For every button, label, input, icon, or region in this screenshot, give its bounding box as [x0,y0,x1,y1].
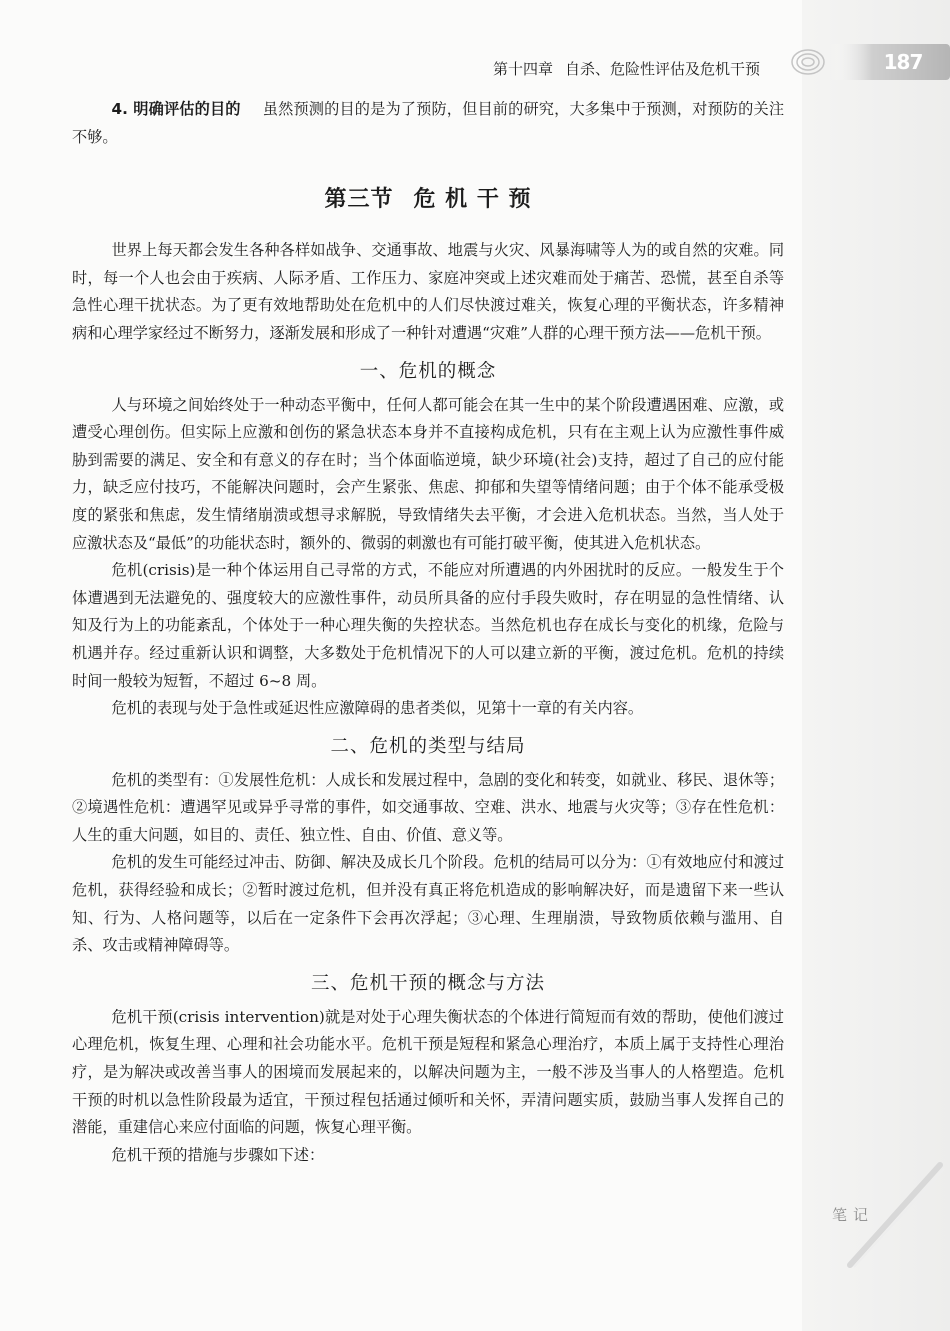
page-body [72,96,784,1169]
chapter-title: 自杀、危险性评估及危机干预 [564,60,760,78]
section-name: 危 机 干 预 [413,187,532,213]
paragraph: 危机的发生可能经过冲击、防御、解决及成长几个阶段。危机的结局可以分为：①有效地应付和渡过危机，获得经验和成长；②暂时渡过危机，但并没有真正将危机造成的影响解决好，而是遗留下来一些认知、行为、人格问题等，以后在一定条件下会再次浮起；③心理、生理崩溃，导致物质依赖与滥用、自杀、攻击或精神障碍等。 [72,853,784,955]
subsection-heading: 三、危机干预的概念与方法 [310,972,545,994]
paragraph: 危机干预的措施与步骤如下述： [111,1145,325,1164]
intro-paragraph [72,96,784,151]
paragraph: 人与环境之间始终处于一种动态平衡中，任何人都可能会在其一生中的某个阶段遭遇困难、应激，或遭受心理创伤。但实际上应激和创伤的紧急状态本身并不直接构成危机，只有在主观上认为应激性事件威胁到需要的满足、安全和有意义的存在时；当个体面临逆境，缺少环境(社会)支持，超过了自己的应付能力，缺乏应付技巧，不能解决问题时，会产生紧张、焦虑、抑郁和失望等情绪问题；由于个体不能承受极度的紧张和焦虑，发生情绪崩溃或想寻求解脱，导致情绪失去平衡，才会进入危机状态。当然，当人处于应激状态及“最低”的功能状态时，额外的、微弱的刺激也有可能打破平衡，使其进入危机状态。 [72,395,784,552]
subsection-heading: 二、危机的类型与结局 [330,735,526,757]
intro-label: 4. 明确评估的目的 [111,100,241,118]
section-intro: 世界上每天都会发生各种各样如战争、交通事故、地震与火灾、风暴海啸等人为的或自然的灾难。同时，每一个人也会由于疾病、人际矛盾、工作压力、家庭冲突或上述灾难而处于痛苦、恐慌，甚至自杀等急性心理干扰状态。为了更有效地帮助处在危机中的人们尽快渡过难关，恢复心理的平衡状态，许多精神病和心理学家经过不断努力，逐渐发展和形成了一种针对遭遇“灾难”人群的心理干预方法——危机干预。 [72,241,784,342]
intro-text: 虽然预测的目的是为了预防，但目前的研究，大多集中于预测，对预防的关注不够。 [72,100,785,146]
paragraph: 危机的类型有：①发展性危机：人成长和发展过程中，急剧的变化和转变，如就业、移民、退休等；②境遇性危机：遭遇罕见或异乎寻常的事件，如交通事故、空难、洪水、地震与火灾等；③存在性危机：人生的重大问题，如目的、责任、独立性、自由、价值、意义等。 [72,770,784,844]
subsection-heading: 一、危机的概念 [359,360,497,382]
running-header [440,58,760,82]
paragraph: 危机的表现与处于急性或延迟性应激障碍的患者类似，见第十一章的有关内容。 [111,699,644,718]
chapter-number: 第十四章 [492,60,553,78]
section-title [72,182,784,213]
paragraph: 危机(crisis)是一种个体运用自己寻常的方式，不能应对所遭遇的内外困扰时的反应。一般发生于个体遭遇到无法避免的、强度较大的应激性事件，动员所具备的应付手段失败时，存在明显的急性情绪、认知及行为上的功能紊乱，个体处于一种心理失衡的失控状态。当然危机也存在成长与变化的机缘，危险与机遇并存。经过重新认识和调整，大多数处于危机情况下的人可以建立新的平衡，渡过危机。危机的持续时间一般较为短暂，不超过 6~8 周。 [72,561,784,690]
paragraph: 危机干预(crisis intervention)就是对处于心理失衡状态的个体进行简短而有效的帮助，使他们渡过心理危机，恢复生理、心理和社会功能水平。危机干预是短程和紧急心理治疗，本质上属于支持性心理治疗，是为解决或改善当事人的困境而发展起来的，以解决问题为主，一般不涉及当事人的人格塑造。危机干预的时机以急性阶段最为适宜，干预过程包括通过倾听和关怀，弄清问题实质，鼓励当事人发挥自己的潜能，重建信心来应付面临的问题，恢复心理平衡。 [72,1007,784,1137]
section-number: 第三节 [324,187,394,213]
page-number: 187 [883,50,923,74]
margin-note-label: 笔记 [832,1206,875,1224]
margin-strip [802,0,950,1331]
pencil-icon [840,1155,950,1275]
